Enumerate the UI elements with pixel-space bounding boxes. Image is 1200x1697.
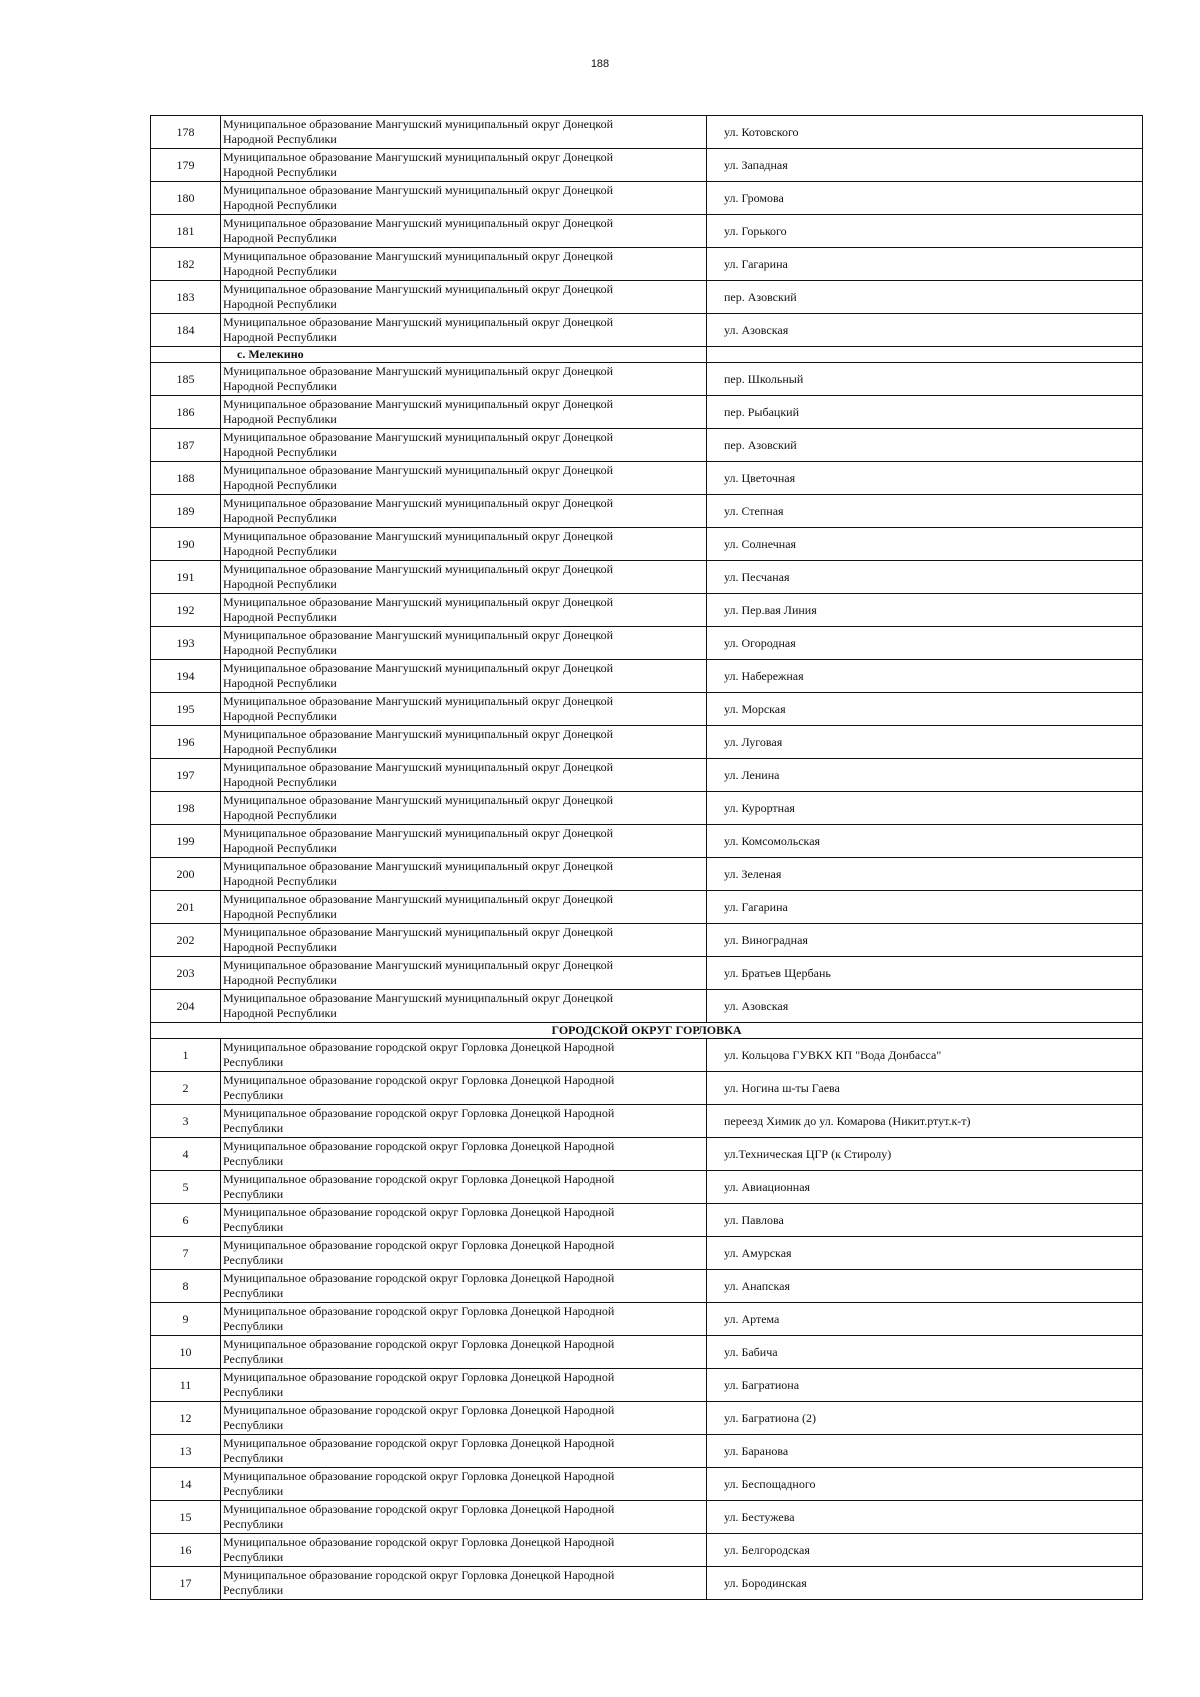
row-number: 190 (151, 528, 221, 561)
street-cell: ул. Степная (707, 495, 1143, 528)
municipality-line-2: Республики (223, 1253, 284, 1267)
municipality-line-1: Муниципальное образование городской округ Горловка Донецкой Народной (223, 1403, 615, 1417)
row-number: 10 (151, 1336, 221, 1369)
municipality-cell (221, 314, 707, 347)
municipality-line-1: Муниципальное образование городской округ Горловка Донецкой Народной (223, 1436, 615, 1450)
table-row (151, 627, 1143, 660)
municipality-line-1: Муниципальное образование Мангушский муниципальный округ Донецкой (223, 760, 614, 774)
municipality-line-2: Народной Республики (223, 874, 337, 888)
municipality-cell (221, 1501, 707, 1534)
municipality-cell (221, 1138, 707, 1171)
municipality-cell (221, 561, 707, 594)
row-number: 192 (151, 594, 221, 627)
municipality-cell (221, 627, 707, 660)
street-cell: пер. Азовский (707, 281, 1143, 314)
street-cell: ул. Артема (707, 1303, 1143, 1336)
row-number: 204 (151, 990, 221, 1023)
page-number: 188 (590, 58, 610, 70)
municipality-line-2: Республики (223, 1286, 284, 1300)
municipality-cell (221, 1402, 707, 1435)
municipality-cell (221, 281, 707, 314)
table-row (151, 215, 1143, 248)
street-cell: ул. Луговая (707, 726, 1143, 759)
municipality-line-1: Муниципальное образование Мангушский муниципальный округ Донецкой (223, 249, 614, 263)
municipality-cell (221, 1468, 707, 1501)
row-number: 6 (151, 1204, 221, 1237)
row-number: 15 (151, 1501, 221, 1534)
municipality-line-2: Республики (223, 1385, 284, 1399)
municipality-line-1: Муниципальное образование Мангушский муниципальный округ Донецкой (223, 958, 614, 972)
table-row (151, 1501, 1143, 1534)
street-cell: ул. Виноградная (707, 924, 1143, 957)
street-cell: ул. Курортная (707, 792, 1143, 825)
municipality-line-1: Муниципальное образование Мангушский муниципальный округ Донецкой (223, 397, 614, 411)
municipality-cell (221, 1369, 707, 1402)
municipality-line-1: Муниципальное образование городской округ Горловка Донецкой Народной (223, 1073, 615, 1087)
municipality-line-2: Народной Республики (223, 445, 337, 459)
table-row (151, 1435, 1143, 1468)
municipality-line-2: Народной Республики (223, 297, 337, 311)
municipality-line-1: Муниципальное образование Мангушский муниципальный округ Донецкой (223, 991, 614, 1005)
row-number: 183 (151, 281, 221, 314)
table-row (151, 182, 1143, 215)
municipality-cell (221, 495, 707, 528)
street-cell: ул. Багратиона (707, 1369, 1143, 1402)
municipality-cell (221, 792, 707, 825)
municipality-cell (221, 924, 707, 957)
municipality-line-2: Народной Республики (223, 709, 337, 723)
municipality-line-1: Муниципальное образование городской округ Горловка Донецкой Народной (223, 1337, 615, 1351)
row-number: 197 (151, 759, 221, 792)
municipality-line-2: Республики (223, 1088, 284, 1102)
street-cell: ул. Павлова (707, 1204, 1143, 1237)
row-number: 202 (151, 924, 221, 957)
municipality-line-2: Народной Республики (223, 676, 337, 690)
municipality-cell (221, 957, 707, 990)
street-cell: ул. Морская (707, 693, 1143, 726)
municipality-line-1: Муниципальное образование Мангушский муниципальный округ Донецкой (223, 595, 614, 609)
table-row (151, 396, 1143, 429)
table-row (151, 1468, 1143, 1501)
row-number: 9 (151, 1303, 221, 1336)
row-number: 8 (151, 1270, 221, 1303)
register-table-body (151, 116, 1143, 1600)
municipality-line-2: Народной Республики (223, 643, 337, 657)
municipality-cell (221, 1534, 707, 1567)
row-number: 2 (151, 1072, 221, 1105)
street-cell: ул. Ногина ш-ты Гаева (707, 1072, 1143, 1105)
row-number: 189 (151, 495, 221, 528)
municipality-line-2: Народной Республики (223, 379, 337, 393)
table-row (151, 693, 1143, 726)
municipality-cell (221, 858, 707, 891)
table-row (151, 891, 1143, 924)
street-cell: ул. Авиационная (707, 1171, 1143, 1204)
street-cell: ул. Братьев Щербань (707, 957, 1143, 990)
table-row (151, 1567, 1143, 1600)
municipality-cell (221, 1435, 707, 1468)
municipality-cell (221, 693, 707, 726)
municipality-line-2: Народной Республики (223, 577, 337, 591)
municipality-line-1: Муниципальное образование Мангушский муниципальный округ Донецкой (223, 628, 614, 642)
street-cell: пер. Школьный (707, 363, 1143, 396)
street-cell: ул. Комсомольская (707, 825, 1143, 858)
municipality-line-1: Муниципальное образование Мангушский муниципальный округ Донецкой (223, 430, 614, 444)
register-table (150, 115, 1143, 1600)
municipality-line-2: Народной Республики (223, 330, 337, 344)
municipality-line-2: Народной Республики (223, 1006, 337, 1020)
street-cell: ул. Бабича (707, 1336, 1143, 1369)
municipality-line-2: Республики (223, 1220, 284, 1234)
street-cell: ул. Солнечная (707, 528, 1143, 561)
municipality-line-2: Народной Республики (223, 198, 337, 212)
row-number: 3 (151, 1105, 221, 1138)
table-row (151, 1369, 1143, 1402)
municipality-line-1: Муниципальное образование Мангушский муниципальный округ Донецкой (223, 727, 614, 741)
municipality-line-1: Муниципальное образование Мангушский муниципальный округ Донецкой (223, 694, 614, 708)
municipality-cell (221, 429, 707, 462)
municipality-line-2: Народной Республики (223, 511, 337, 525)
table-row (151, 594, 1143, 627)
street-cell: ул. Гагарина (707, 248, 1143, 281)
table-row (151, 825, 1143, 858)
table-row (151, 248, 1143, 281)
section-label: ГОРОДСКОЙ ОКРУГ ГОРЛОВКА (151, 1023, 1143, 1039)
table-row (151, 495, 1143, 528)
street-cell: ул. Беспощадного (707, 1468, 1143, 1501)
municipality-cell (221, 248, 707, 281)
municipality-cell (221, 1336, 707, 1369)
municipality-line-1: Муниципальное образование Мангушский муниципальный округ Донецкой (223, 562, 614, 576)
row-number: 181 (151, 215, 221, 248)
row-number: 12 (151, 1402, 221, 1435)
section-label: с. Мелекино (221, 347, 707, 363)
municipality-cell (221, 594, 707, 627)
row-number: 178 (151, 116, 221, 149)
municipality-cell (221, 825, 707, 858)
municipality-line-2: Народной Республики (223, 907, 337, 921)
table-row (151, 1336, 1143, 1369)
municipality-line-2: Народной Республики (223, 940, 337, 954)
municipality-cell (221, 1105, 707, 1138)
street-cell: ул. Огородная (707, 627, 1143, 660)
row-number: 199 (151, 825, 221, 858)
municipality-line-2: Республики (223, 1583, 284, 1597)
row-number: 191 (151, 561, 221, 594)
street-cell: пер. Азовский (707, 429, 1143, 462)
municipality-cell (221, 990, 707, 1023)
row-number: 203 (151, 957, 221, 990)
municipality-line-2: Народной Республики (223, 264, 337, 278)
municipality-line-2: Народной Республики (223, 231, 337, 245)
municipality-line-2: Народной Республики (223, 478, 337, 492)
municipality-line-1: Муниципальное образование городской округ Горловка Донецкой Народной (223, 1106, 615, 1120)
street-cell: ул.Техническая ЦГР (к Стиролу) (707, 1138, 1143, 1171)
row-number: 179 (151, 149, 221, 182)
table-row (151, 314, 1143, 347)
municipality-cell (221, 1237, 707, 1270)
table-row (151, 1039, 1143, 1072)
table-row (151, 1402, 1143, 1435)
row-number: 186 (151, 396, 221, 429)
section-row (151, 1023, 1143, 1039)
municipality-line-1: Муниципальное образование городской округ Горловка Донецкой Народной (223, 1205, 615, 1219)
municipality-line-1: Муниципальное образование городской округ Горловка Донецкой Народной (223, 1238, 615, 1252)
municipality-cell (221, 1204, 707, 1237)
table-row (151, 990, 1143, 1023)
municipality-line-2: Республики (223, 1484, 284, 1498)
row-number: 13 (151, 1435, 221, 1468)
row-number: 196 (151, 726, 221, 759)
table-row (151, 1138, 1143, 1171)
street-cell: ул. Азовская (707, 990, 1143, 1023)
street-cell: ул. Бестужева (707, 1501, 1143, 1534)
municipality-line-1: Муниципальное образование Мангушский муниципальный округ Донецкой (223, 150, 614, 164)
municipality-line-2: Народной Республики (223, 808, 337, 822)
table-row (151, 792, 1143, 825)
municipality-cell (221, 528, 707, 561)
municipality-line-2: Республики (223, 1319, 284, 1333)
municipality-line-1: Муниципальное образование городской округ Горловка Донецкой Народной (223, 1469, 615, 1483)
table-row (151, 1534, 1143, 1567)
row-number: 193 (151, 627, 221, 660)
table-row (151, 281, 1143, 314)
municipality-line-1: Муниципальное образование Мангушский муниципальный округ Донецкой (223, 529, 614, 543)
municipality-cell (221, 660, 707, 693)
section-empty-cell (151, 347, 221, 363)
municipality-line-2: Народной Республики (223, 973, 337, 987)
municipality-cell (221, 1171, 707, 1204)
street-cell: ул. Ленина (707, 759, 1143, 792)
municipality-line-1: Муниципальное образование Мангушский муниципальный округ Донецкой (223, 661, 614, 675)
row-number: 14 (151, 1468, 221, 1501)
municipality-line-1: Муниципальное образование городской округ Горловка Донецкой Народной (223, 1568, 615, 1582)
municipality-line-2: Республики (223, 1517, 284, 1531)
municipality-cell (221, 726, 707, 759)
municipality-cell (221, 1567, 707, 1600)
row-number: 185 (151, 363, 221, 396)
municipality-line-1: Муниципальное образование городской округ Горловка Донецкой Народной (223, 1139, 615, 1153)
table-row (151, 759, 1143, 792)
municipality-line-2: Республики (223, 1121, 284, 1135)
street-cell: ул. Набережная (707, 660, 1143, 693)
municipality-line-1: Муниципальное образование Мангушский муниципальный округ Донецкой (223, 793, 614, 807)
row-number: 7 (151, 1237, 221, 1270)
municipality-line-1: Муниципальное образование Мангушский муниципальный округ Донецкой (223, 496, 614, 510)
municipality-cell (221, 363, 707, 396)
table-row (151, 1105, 1143, 1138)
row-number: 187 (151, 429, 221, 462)
municipality-line-2: Республики (223, 1187, 284, 1201)
municipality-line-1: Муниципальное образование Мангушский муниципальный округ Донецкой (223, 117, 614, 131)
municipality-line-1: Муниципальное образование городской округ Горловка Донецкой Народной (223, 1370, 615, 1384)
municipality-line-2: Республики (223, 1352, 284, 1366)
municipality-cell (221, 1303, 707, 1336)
table-row (151, 1270, 1143, 1303)
street-cell: ул. Котовского (707, 116, 1143, 149)
municipality-line-2: Народной Республики (223, 132, 337, 146)
street-cell: ул. Белгородская (707, 1534, 1143, 1567)
street-cell: переезд Химик до ул. Комарова (Никит.ртут.к-т) (707, 1105, 1143, 1138)
municipality-cell (221, 215, 707, 248)
table-row (151, 957, 1143, 990)
street-cell: ул. Громова (707, 182, 1143, 215)
municipality-cell (221, 1072, 707, 1105)
row-number: 11 (151, 1369, 221, 1402)
table-row (151, 149, 1143, 182)
municipality-line-1: Муниципальное образование городской округ Горловка Донецкой Народной (223, 1040, 615, 1054)
municipality-cell (221, 462, 707, 495)
row-number: 198 (151, 792, 221, 825)
municipality-line-2: Республики (223, 1451, 284, 1465)
municipality-line-2: Народной Республики (223, 165, 337, 179)
municipality-line-1: Муниципальное образование Мангушский муниципальный округ Донецкой (223, 463, 614, 477)
municipality-line-1: Муниципальное образование Мангушский муниципальный округ Донецкой (223, 859, 614, 873)
table-row (151, 1303, 1143, 1336)
row-number: 17 (151, 1567, 221, 1600)
row-number: 4 (151, 1138, 221, 1171)
street-cell: ул. Пер.вая Линия (707, 594, 1143, 627)
table-row (151, 726, 1143, 759)
table-row (151, 462, 1143, 495)
row-number: 5 (151, 1171, 221, 1204)
table-row (151, 429, 1143, 462)
municipality-line-2: Республики (223, 1154, 284, 1168)
table-row (151, 924, 1143, 957)
street-cell: ул. Цветочная (707, 462, 1143, 495)
street-cell: ул. Баранова (707, 1435, 1143, 1468)
table-row (151, 1171, 1143, 1204)
municipality-cell (221, 116, 707, 149)
municipality-line-1: Муниципальное образование Мангушский муниципальный округ Донецкой (223, 892, 614, 906)
street-cell: ул. Анапская (707, 1270, 1143, 1303)
municipality-line-2: Народной Республики (223, 775, 337, 789)
table-row (151, 116, 1143, 149)
street-cell: ул. Кольцова ГУВКХ КП "Вода Донбасса" (707, 1039, 1143, 1072)
row-number: 194 (151, 660, 221, 693)
municipality-line-1: Муниципальное образование городской округ Горловка Донецкой Народной (223, 1271, 615, 1285)
row-number: 1 (151, 1039, 221, 1072)
row-number: 200 (151, 858, 221, 891)
street-cell: ул. Зеленая (707, 858, 1143, 891)
municipality-line-1: Муниципальное образование городской округ Горловка Донецкой Народной (223, 1502, 615, 1516)
municipality-line-1: Муниципальное образование городской округ Горловка Донецкой Народной (223, 1304, 615, 1318)
row-number: 184 (151, 314, 221, 347)
municipality-line-1: Муниципальное образование Мангушский муниципальный округ Донецкой (223, 183, 614, 197)
street-cell: ул. Горького (707, 215, 1143, 248)
municipality-cell (221, 396, 707, 429)
municipality-cell (221, 759, 707, 792)
table-row (151, 561, 1143, 594)
street-cell: ул. Западная (707, 149, 1143, 182)
section-empty-cell (707, 347, 1143, 363)
row-number: 195 (151, 693, 221, 726)
municipality-line-1: Муниципальное образование Мангушский муниципальный округ Донецкой (223, 216, 614, 230)
row-number: 182 (151, 248, 221, 281)
street-cell: ул. Багратиона (2) (707, 1402, 1143, 1435)
row-number: 188 (151, 462, 221, 495)
municipality-line-2: Народной Республики (223, 742, 337, 756)
municipality-line-1: Муниципальное образование Мангушский муниципальный округ Донецкой (223, 282, 614, 296)
municipality-cell (221, 891, 707, 924)
street-cell: ул. Песчаная (707, 561, 1143, 594)
street-cell: ул. Амурская (707, 1237, 1143, 1270)
section-row (151, 347, 1143, 363)
municipality-line-2: Народной Республики (223, 544, 337, 558)
row-number: 201 (151, 891, 221, 924)
table-row (151, 1072, 1143, 1105)
table-row (151, 363, 1143, 396)
table-row (151, 528, 1143, 561)
street-cell: ул. Азовская (707, 314, 1143, 347)
row-number: 16 (151, 1534, 221, 1567)
street-cell: ул. Бородинская (707, 1567, 1143, 1600)
municipality-line-2: Народной Республики (223, 412, 337, 426)
municipality-line-1: Муниципальное образование городской округ Горловка Донецкой Народной (223, 1172, 615, 1186)
municipality-line-2: Республики (223, 1550, 284, 1564)
municipality-cell (221, 149, 707, 182)
municipality-line-2: Народной Республики (223, 841, 337, 855)
municipality-cell (221, 182, 707, 215)
municipality-line-1: Муниципальное образование Мангушский муниципальный округ Донецкой (223, 925, 614, 939)
municipality-cell (221, 1270, 707, 1303)
table-row (151, 1204, 1143, 1237)
municipality-line-2: Республики (223, 1418, 284, 1432)
table-row (151, 1237, 1143, 1270)
municipality-line-1: Муниципальное образование Мангушский муниципальный округ Донецкой (223, 315, 614, 329)
municipality-line-1: Муниципальное образование Мангушский муниципальный округ Донецкой (223, 826, 614, 840)
municipality-line-1: Муниципальное образование Мангушский муниципальный округ Донецкой (223, 364, 614, 378)
municipality-line-2: Республики (223, 1055, 284, 1069)
municipality-line-2: Народной Республики (223, 610, 337, 624)
street-cell: ул. Гагарина (707, 891, 1143, 924)
street-cell: пер. Рыбацкий (707, 396, 1143, 429)
table-row (151, 858, 1143, 891)
table-row (151, 660, 1143, 693)
municipality-line-1: Муниципальное образование городской округ Горловка Донецкой Народной (223, 1535, 615, 1549)
row-number: 180 (151, 182, 221, 215)
municipality-cell (221, 1039, 707, 1072)
